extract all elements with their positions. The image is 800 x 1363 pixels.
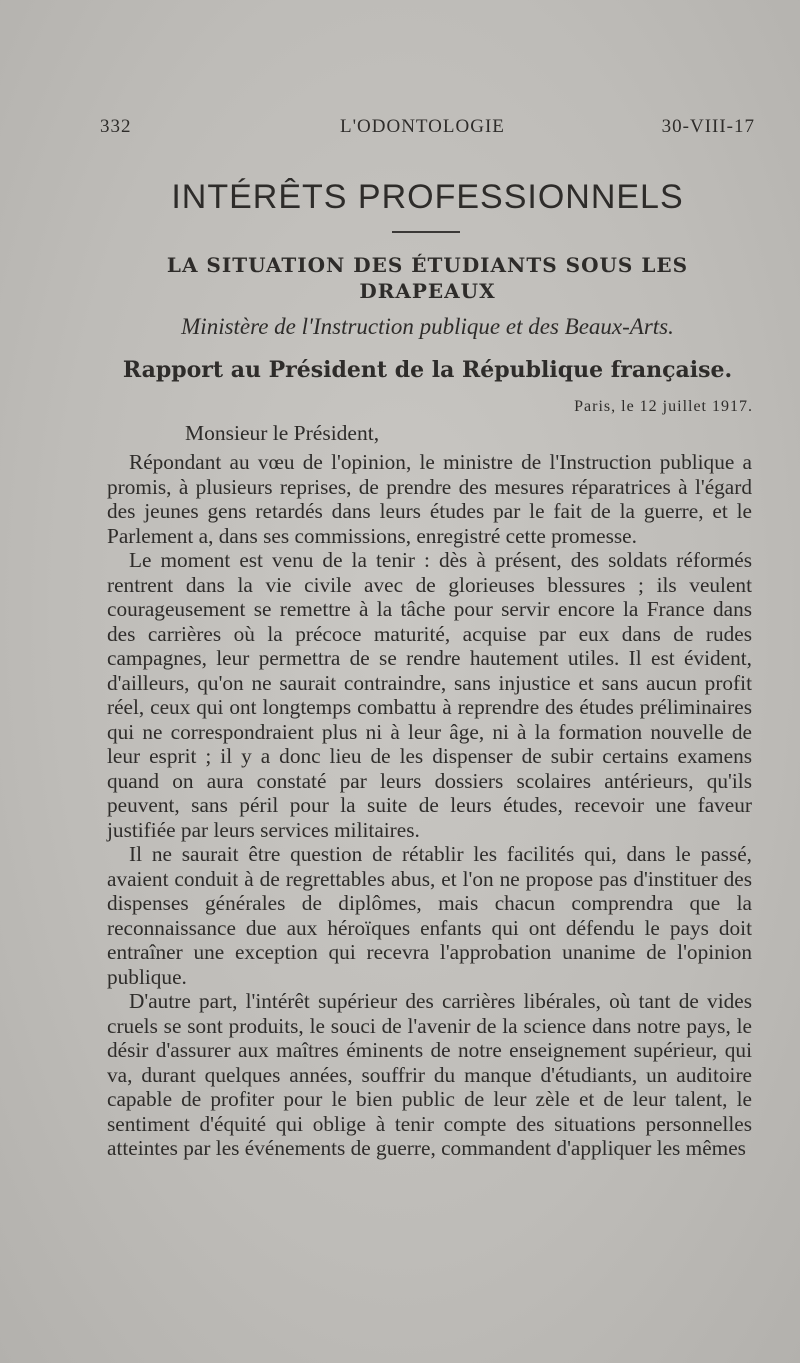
paragraph: Répondant au vœu de l'opinion, le ministre de l'Instruction publique a promis, à plusieurs reprises, de prendre des mesures réparatrices à l'égard des jeunes gens retardés dans leurs études par le fait de la guerre, et le Parlement a, dans ses commissions, enregistré cette promesse. <box>107 450 752 548</box>
page-number: 332 <box>100 116 132 137</box>
ministry-line: Ministère de l'Instruction publique et des Beaux-Arts. <box>181 314 674 339</box>
running-head <box>100 116 755 146</box>
section-title: INTÉRÊTS PROFESSIONNELS <box>171 178 684 216</box>
title-divider <box>392 231 460 233</box>
journal-title: L'ODONTOLOGIE <box>340 116 505 137</box>
article-subtitle: LA SITUATION DES ÉTUDIANTS SOUS LES DRAPEAUX <box>166 253 689 303</box>
dateline: Paris, le 12 juillet 1917. <box>574 398 753 415</box>
body-text <box>107 450 752 1161</box>
issue-date: 30-VIII-17 <box>661 116 755 137</box>
paragraph: Il ne saurait être question de rétablir les facilités qui, dans le passé, avaient conduit à de regrettables abus, et l'on ne propose pas d'instituer des dispenses générales de diplômes, mais chacun comprendra que la reconnaissance due aux héroïques enfants qui ont défendu le pays doit entraîner une exception qui recevra l'approbation unanime de l'opinion publique. <box>107 842 752 989</box>
paragraph: D'autre part, l'intérêt supérieur des carrières libérales, où tant de vides cruels se sont produits, le souci de l'avenir de la science dans notre pays, le désir d'assurer aux maîtres éminents de notre enseignement supérieur, qui va, durant quelques années, souffrir du manque d'étudiants, un auditoire capable de profiter pour le bien public de leur zèle et de leur talent, le sentiment d'équité qui oblige à tenir compte des situations personnelles atteintes par les événements de guerre, commandent d'appliquer les mêmes <box>107 989 752 1160</box>
salutation: Monsieur le Président, <box>185 421 380 445</box>
report-heading: Rapport au Président de la République française. <box>122 357 733 383</box>
paragraph: Le moment est venu de la tenir : dès à présent, des soldats réformés rentrent dans la vie civile avec de glorieuses blessures ; ils veulent courageusement se remettre à la tâche pour servir encore la France dans des carrières où la précoce maturité, acquise par eux dans de rudes campagnes, leur permettra de se rendre hautement utiles. Il est évident, d'ailleurs, qu'on ne saurait contraindre, sans injustice et sans aucun profit réel, ceux qui ont longtemps combattu à reprendre des études préliminaires qui ne correspondraient plus ni à leur âge, ni à la formation nouvelle de leur esprit ; il y a donc lieu de les dispenser de subir certains examens quand on aura constaté par leurs dossiers scolaires antérieurs, qu'ils peuvent, sans péril pour la suite de leurs études, recevoir une faveur justifiée par leurs services militaires. <box>107 548 752 842</box>
